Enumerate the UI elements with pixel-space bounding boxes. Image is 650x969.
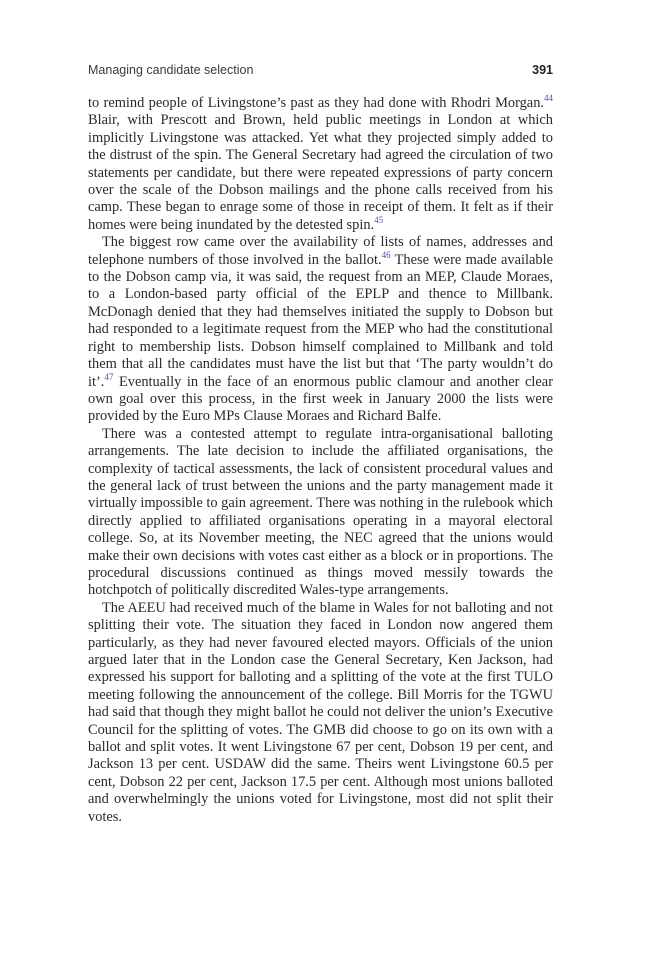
paragraph-2: [88, 234, 553, 425]
footnote-ref-47[interactable]: 47: [104, 371, 114, 382]
paragraph-1: [88, 95, 553, 234]
text-segment: There was a contested attempt to regulate intra-organisational balloting arrangements. The late decision to include the affiliated organisations, the complexity of tactical assessments, the lack of consistent procedural values and the general lack of trust between the unions and the party management made it virtually impossible to gain agreement. There was nothing in the rulebook which directly applied to affiliated organisations operating in a mayoral electoral college. So, at its November meeting, the NEC agreed that the unions would make their own decisions with votes cast either as a block or in proportions. The procedural discussions continued as things moved messily towards the hotchpotch of politically discredited Wales-type arrangements.: [88, 425, 553, 599]
paragraph-4: [88, 600, 553, 826]
footnote-ref-45[interactable]: 45: [374, 215, 384, 226]
text-segment: Blair, with Prescott and Brown, held public meetings in London at which implicitly Livingstone was attacked. Yet what they projected simply added to the distrust of the spin. The General Secretary had agreed the circulation of two statements per candidate, but there were repeated expressions of party concern over the scale of the Dobson mailings and the phone calls received from his camp. These began to enrage some of those in receipt of them. It felt as if their homes were being inundated by the detested spin.: [88, 112, 553, 233]
footnote-ref-46[interactable]: 46: [381, 249, 391, 260]
paragraph-3: [88, 426, 553, 600]
page-number: 391: [532, 63, 553, 77]
text-segment: Eventually in the face of an enormous public clamour and another clear own goal over this process, in the first week in January 2000 the lists were provided by the Euro MPs Clause Moraes and Richard Balfe.: [88, 373, 553, 425]
footnote-ref-44[interactable]: 44: [544, 93, 553, 104]
page-header: [88, 63, 553, 83]
text-segment: The AEEU had received much of the blame in Wales for not balloting and not splitting their vote. The situation they faced in London now angered them particularly, as they had never favoured elected mayors. Officials of the union argued later that in the London case the General Secretary, Ken Jackson, had expressed his support for balloting and a splitting of the vote at the first TULO meeting following the announcement of the college. Bill Morris for the TGWU had said that though they might ballot he could not deliver the union’s Executive Council for the splitting of votes. The GMB did choose to go on its own with a ballot and split votes. It went Livingstone 67 per cent, Dobson 19 per cent, and Jackson 13 per cent. USDAW did the same. Theirs went Livingstone 60.5 per cent, Dobson 22 per cent, Jackson 17.5 per cent. Although most unions balloted and overwhelmingly the unions voted for Livingstone, most did not split their votes.: [88, 599, 553, 825]
text-segment: The biggest row came over the availability of lists of names, addresses and telephone numbers of those involved in the ballot.: [88, 234, 553, 268]
body-text: [88, 95, 553, 826]
running-head: Managing candidate selection: [88, 63, 254, 77]
text-segment: to remind people of Livingstone’s past as they had done with Rhodri Morgan.: [88, 95, 544, 111]
text-segment: These were made available to the Dobson camp via, it was said, the request from an MEP, Claude Moraes, to a London-based party official of the EPLP and thence to Millbank. McDonagh denied that they had themselves initiated the supply to Dobson but had responded to a legitimate request from the MEP who had the constitutional right to membership lists. Dobson himself complained to Millbank and told them that all the candidates must have the list but that ‘The party wouldn’t do it’.: [88, 251, 553, 390]
